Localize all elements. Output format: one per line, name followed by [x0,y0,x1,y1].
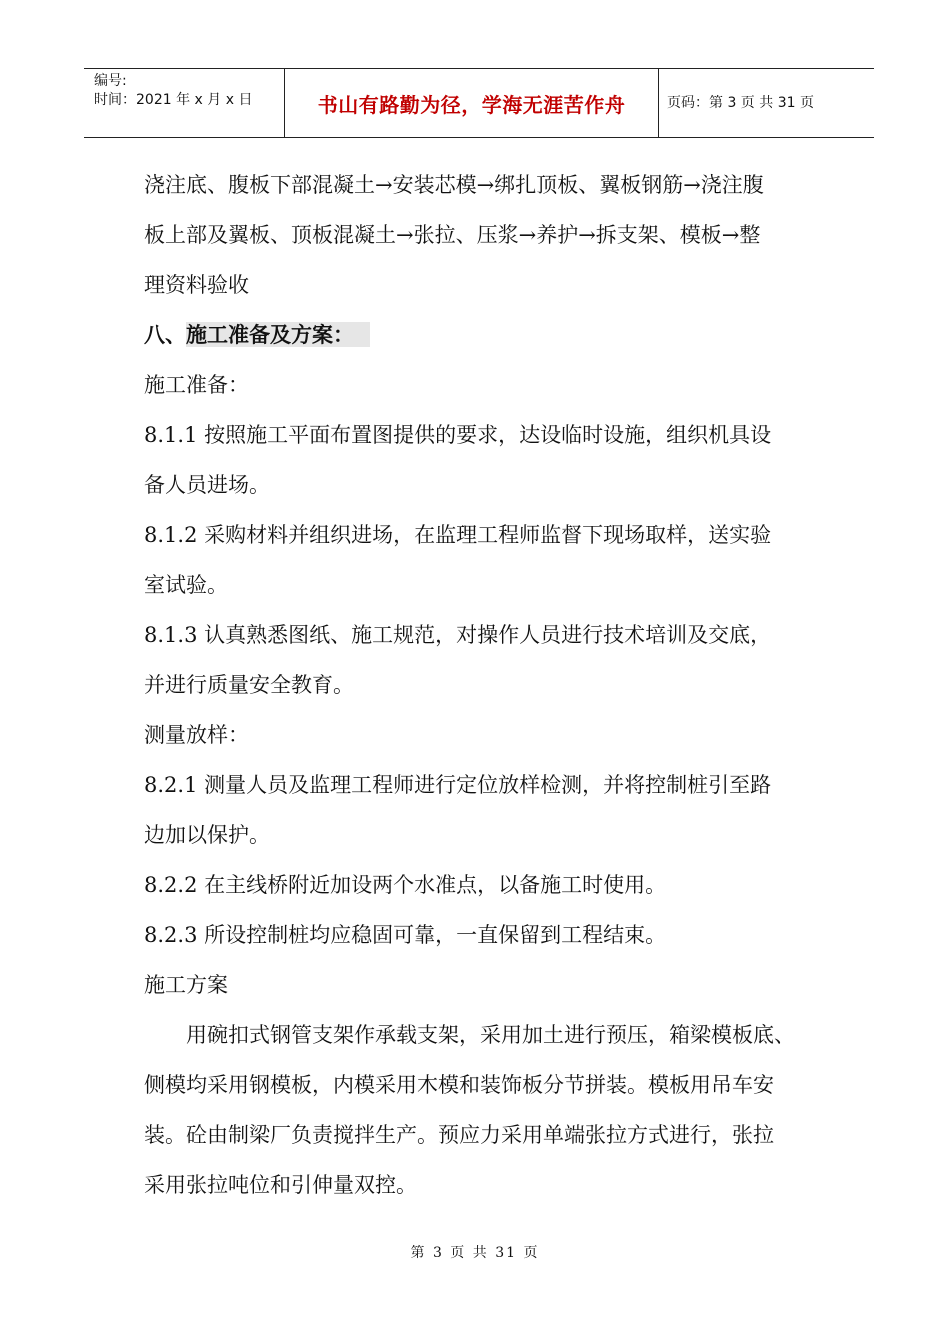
survey-line: 边加以保护。 [144,823,270,847]
header-page-number: 页码：第 3 页 共 31 页 [667,95,814,111]
header-meta-cell [84,69,285,137]
survey-line: 8.2.2 在主线桥附近加设两个水准点，以备施工时使用。 [144,873,667,897]
page-footer: 第 3 页 共 31 页 [410,1245,540,1261]
header-motto-cell [285,69,659,137]
plan-line: 用碗扣式钢管支架作承载支架，采用加土进行预压，箱梁模板底、 [186,1023,795,1047]
document-body [144,160,824,1210]
subsection-title-prep: 施工准备： [144,373,249,397]
body-line: 板上部及翼板、顶板混凝土→张拉、压浆→养护→拆支架、模板→整 [144,223,761,247]
header-page-cell [659,69,874,137]
header-motto: 书山有路勤为径，学海无涯苦作舟 [317,92,626,117]
body-line: 理资料验收 [144,273,249,297]
document-code-label: 编号: [94,73,127,89]
prep-line: 8.1.3 认真熟悉图纸、施工规范，对操作人员进行技术培训及交底， [144,623,772,647]
section-heading [144,310,824,360]
plan-line: 采用张拉吨位和引伸量双控。 [144,1173,417,1197]
prep-line: 并进行质量安全教育。 [144,673,354,697]
subsection-title-survey: 测量放样： [144,723,249,747]
plan-line: 装。砼由制梁厂负责搅拌生产。预应力采用单端张拉方式进行，张拉 [144,1123,774,1147]
section-heading-number: 八、 [144,322,186,347]
page-header [84,68,874,138]
survey-line: 8.2.3 所设控制桩均应稳固可靠，一直保留到工程结束。 [144,923,667,947]
section-heading-title: 施工准备及方案： [186,322,370,347]
document-date: 时间：2021 年 x 月 x 日 [94,92,253,108]
prep-line: 室试验。 [144,573,228,597]
survey-line: 8.2.1 测量人员及监理工程师进行定位放样检测，并将控制桩引至路 [144,773,772,797]
prep-line: 8.1.2 采购材料并组织进场，在监理工程师监督下现场取样，送实验 [144,523,772,547]
prep-line: 备人员进场。 [144,473,270,497]
subsection-title-plan: 施工方案 [144,973,228,997]
body-line: 浇注底、腹板下部混凝土→安装芯模→绑扎顶板、翼板钢筋→浇注腹 [144,173,764,197]
plan-line: 侧模均采用钢模板，内模采用木模和装饰板分节拼装。模板用吊车安 [144,1073,774,1097]
prep-line: 8.1.1 按照施工平面布置图提供的要求，达设临时设施，组织机具设 [144,423,772,447]
